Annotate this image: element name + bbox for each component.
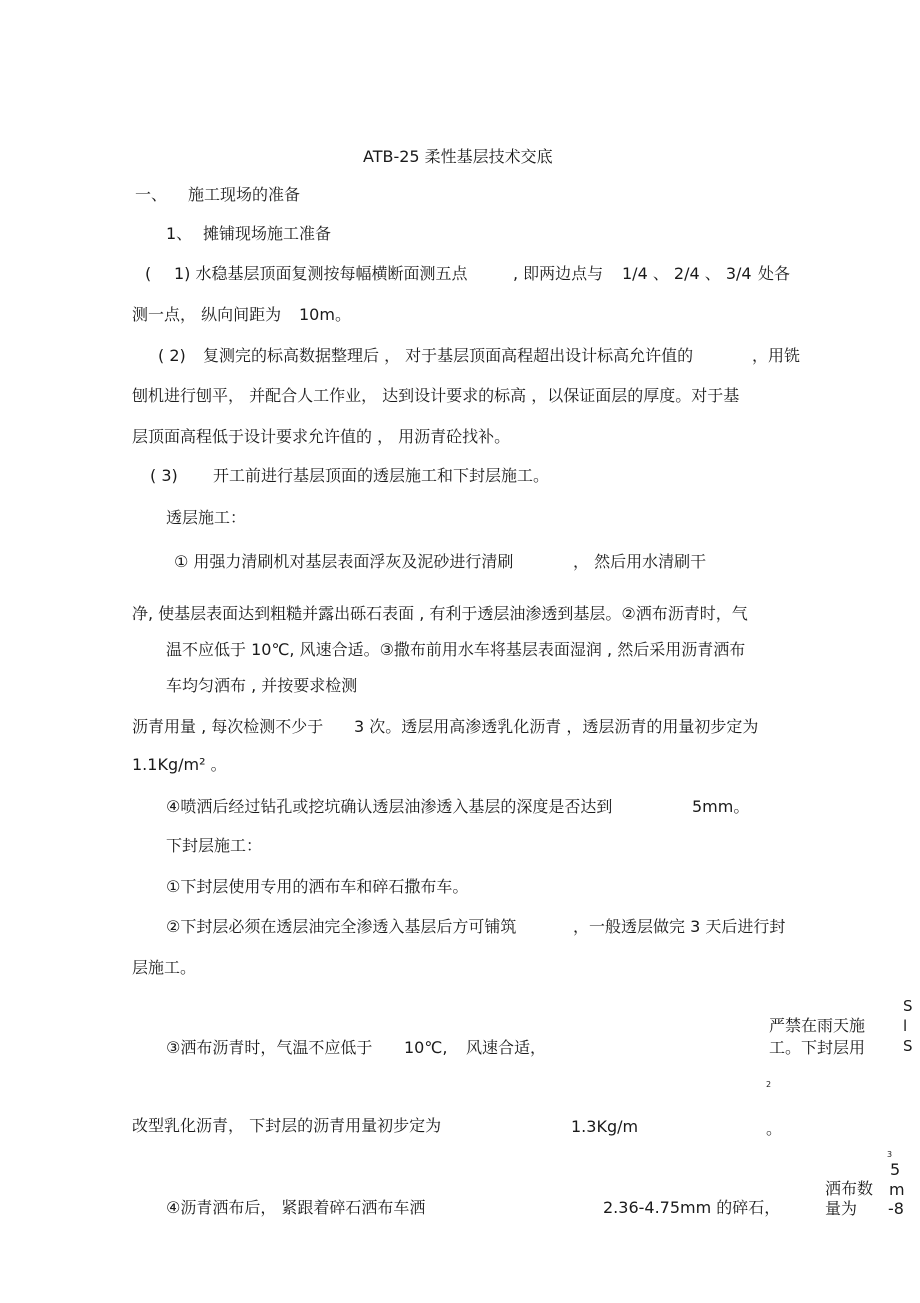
- seal-coat-item: ①下封层使用专用的洒布车和碎石撒布车。: [166, 877, 469, 896]
- paragraph-2-line3: 层顶面高程低于设计要求允许值的 ， 用沥青砼找补。: [132, 427, 511, 446]
- seal-coat-item: 改型乳化沥青， 下封层的沥青用量初步定为: [132, 1116, 442, 1135]
- prime-coat-text: 净, 使基层表面达到粗糙并露出砾石表面 , 有利于透层油渗透到基层。②洒布沥青时，气: [132, 604, 748, 623]
- prime-coat-depth: 5mm。: [692, 797, 750, 816]
- paragraph-3-number: ( 3): [150, 466, 178, 485]
- paragraph-1-value: 10m。: [299, 305, 351, 324]
- seal-coat-item: 10℃,: [404, 1038, 448, 1057]
- superscript: 2: [766, 1080, 772, 1089]
- prime-coat-heading: 透层施工：: [166, 508, 247, 527]
- seal-coat-item: ②下封层必须在透层油完全渗透入基层后方可铺筑: [166, 917, 517, 936]
- page-title: ATB-25 柔性基层技术交底: [363, 147, 553, 166]
- prime-coat-text: ， 然后用水清刷干: [573, 552, 707, 571]
- paragraph-1-open: (: [145, 264, 152, 283]
- prime-coat-text: 沥青用量 , 每次检测不少于: [132, 717, 324, 736]
- paragraph-1-line2: 测一点， 纵向间距为: [132, 305, 282, 324]
- prime-coat-dosage: 1.1Kg/m² 。: [132, 755, 227, 774]
- clipped-text: S: [903, 997, 913, 1015]
- paragraph-1-text: 处各: [758, 264, 791, 283]
- seal-coat-item: ④沥青洒布后， 紧跟着碎石洒布车洒: [166, 1198, 426, 1217]
- seal-coat-item: 严禁在雨天施: [769, 1016, 866, 1035]
- subsection-heading: 摊铺现场施工准备: [203, 224, 332, 243]
- subsection-number: 1、: [166, 224, 193, 243]
- prime-coat-text: 3 次。透层用高渗透乳化沥青 ，透层沥青的用量初步定为: [354, 717, 759, 736]
- paragraph-1-text: 1/4 、 2/4 、 3/4: [622, 264, 752, 283]
- paragraph-1-text: 1) 水稳基层顶面复测按每幅横断面测五点: [174, 264, 468, 283]
- clipped-text: l: [903, 1017, 908, 1035]
- paragraph-2-line2: 刨机进行刨平， 并配合人工作业， 达到设计要求的标高 ，以保证面层的厚度。对于基: [132, 386, 740, 405]
- seal-coat-item: 工。下封层用: [769, 1038, 866, 1057]
- clipped-text: m: [889, 1180, 905, 1199]
- seal-coat-aggregate: 2.36-4.75mm 的碎石，: [603, 1198, 781, 1217]
- seal-coat-dosage: 1.3Kg/m: [571, 1117, 639, 1136]
- superscript: 3: [887, 1150, 893, 1159]
- seal-coat-item: 。: [766, 1119, 783, 1138]
- paragraph-2-text: 复测完的标高数据整理后 ， 对于基层顶面高程超出设计标高允许值的: [203, 346, 694, 365]
- seal-coat-item: ，一般透层做完 3 天后进行封: [573, 917, 786, 936]
- clipped-text: 5: [890, 1160, 901, 1179]
- paragraph-2-number: ( 2): [158, 346, 186, 365]
- seal-coat-heading: 下封层施工：: [166, 836, 263, 855]
- prime-coat-text: ④喷洒后经过钻孔或挖坑确认透层油渗透入基层的深度是否达到: [166, 797, 613, 816]
- seal-coat-item: 量为: [825, 1199, 858, 1218]
- paragraph-3-text: 开工前进行基层顶面的透层施工和下封层施工。: [213, 466, 550, 485]
- section-heading: 施工现场的准备: [188, 185, 301, 204]
- paragraph-2-text: ，用铣: [752, 346, 801, 365]
- seal-coat-item: ③洒布沥青时，气温不应低于: [166, 1038, 373, 1057]
- seal-coat-item: 洒布数: [825, 1179, 874, 1198]
- seal-coat-item: 风速合适，: [466, 1038, 547, 1057]
- prime-coat-text: ① 用强力清刷机对基层表面浮灰及泥砂进行清刷: [174, 552, 514, 571]
- seal-coat-item: 层施工。: [132, 958, 197, 977]
- clipped-text: -8: [888, 1199, 904, 1218]
- prime-coat-text: 温不应低于 10℃, 风速合适。③撒布前用水车将基层表面湿润 , 然后采用沥青洒布: [166, 640, 746, 659]
- clipped-text: S: [903, 1037, 913, 1055]
- section-number: 一、: [135, 185, 168, 204]
- prime-coat-text: 车均匀洒布 , 并按要求检测: [166, 676, 358, 695]
- paragraph-1-text: , 即两边点与: [513, 264, 604, 283]
